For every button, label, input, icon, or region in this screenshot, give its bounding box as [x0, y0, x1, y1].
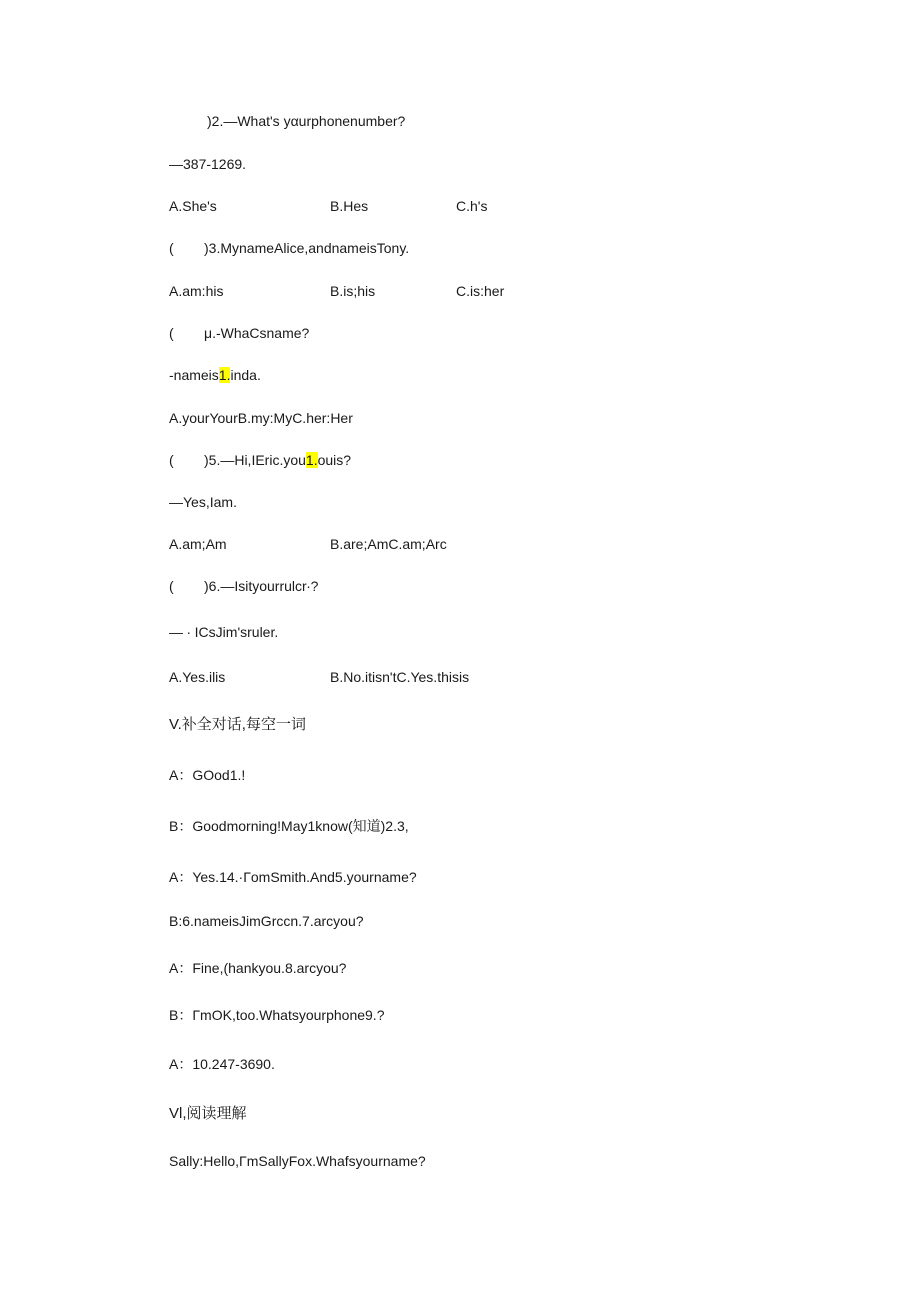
q5-option-a: A.am;Am [169, 536, 227, 552]
dialogue-line: B：ΓmOK,too.Whatsyourphone9.? [169, 1007, 385, 1023]
q5-paren: ( [169, 452, 174, 468]
q6-stem: )6.—Isityourrulcr∙? [204, 578, 319, 594]
dialogue-line: A：Yes.14.·ΓomSmith.And5.yourname? [169, 869, 417, 885]
section-5-heading: V.补全对话,每空一词 [169, 716, 306, 733]
q2-stem: )2.—What's yαurphonenumber? [207, 113, 406, 129]
q2-option-b: B.Hes [330, 198, 369, 214]
q5-stem [204, 451, 351, 469]
dialogue-line: A：10.247-3690. [169, 1056, 275, 1072]
q2-answer: —387-1269. [169, 156, 247, 172]
dialogue-line: B:6.nameisJimGrccn.7.arcyou? [169, 913, 364, 929]
q2-option-a: A.She's [169, 198, 217, 214]
q6-paren: ( [169, 578, 174, 594]
q4-answer-pre: -nameis [169, 367, 219, 383]
q3-option-c: C.is:her [456, 283, 505, 299]
dialogue-line: A：Fine,(hankyou.8.arcyou? [169, 960, 347, 976]
q5-stem-pre: )5.—Hi,IEric.you [204, 452, 306, 468]
q3-stem: )3.MynameAlice,andnameisTony. [204, 240, 410, 256]
q4-stem: μ.-WhaCsname? [204, 325, 310, 341]
q5-answer: —Yes,Iam. [169, 494, 237, 510]
dialogue-line: A：GOod1.! [169, 767, 246, 783]
q4-options: A.yourYourB.my:MyC.her:Her [169, 410, 353, 426]
q6-option-bc: B.No.itisn'tC.Yes.thisis [330, 669, 470, 685]
q3-option-a: A.am:his [169, 283, 224, 299]
section-6-heading: Vl,阅读理解 [169, 1105, 247, 1122]
q3-paren: ( [169, 240, 174, 256]
q4-answer-post: inda. [230, 367, 261, 383]
q5-option-bc: B.are;AmC.am;Arc [330, 536, 447, 552]
q6-option-a: A.Yes.ilis [169, 669, 226, 685]
q4-answer [169, 366, 261, 384]
q4-answer-highlight: 1. [218, 367, 231, 383]
q3-option-b: B.is;his [330, 283, 376, 299]
q2-option-c: C.h's [456, 198, 488, 214]
q5-stem-highlight: 1. [305, 452, 318, 468]
reading-line: Sally:Hello,ΓmSallyFox.Whafsyourname? [169, 1153, 426, 1169]
dialogue-line: B：Goodmorning!May1know(知道)2.3, [169, 818, 409, 834]
q4-paren: ( [169, 325, 174, 341]
q5-stem-post: ouis? [317, 452, 352, 468]
q6-answer: — ∙ ICsJim'sruler. [169, 624, 279, 640]
